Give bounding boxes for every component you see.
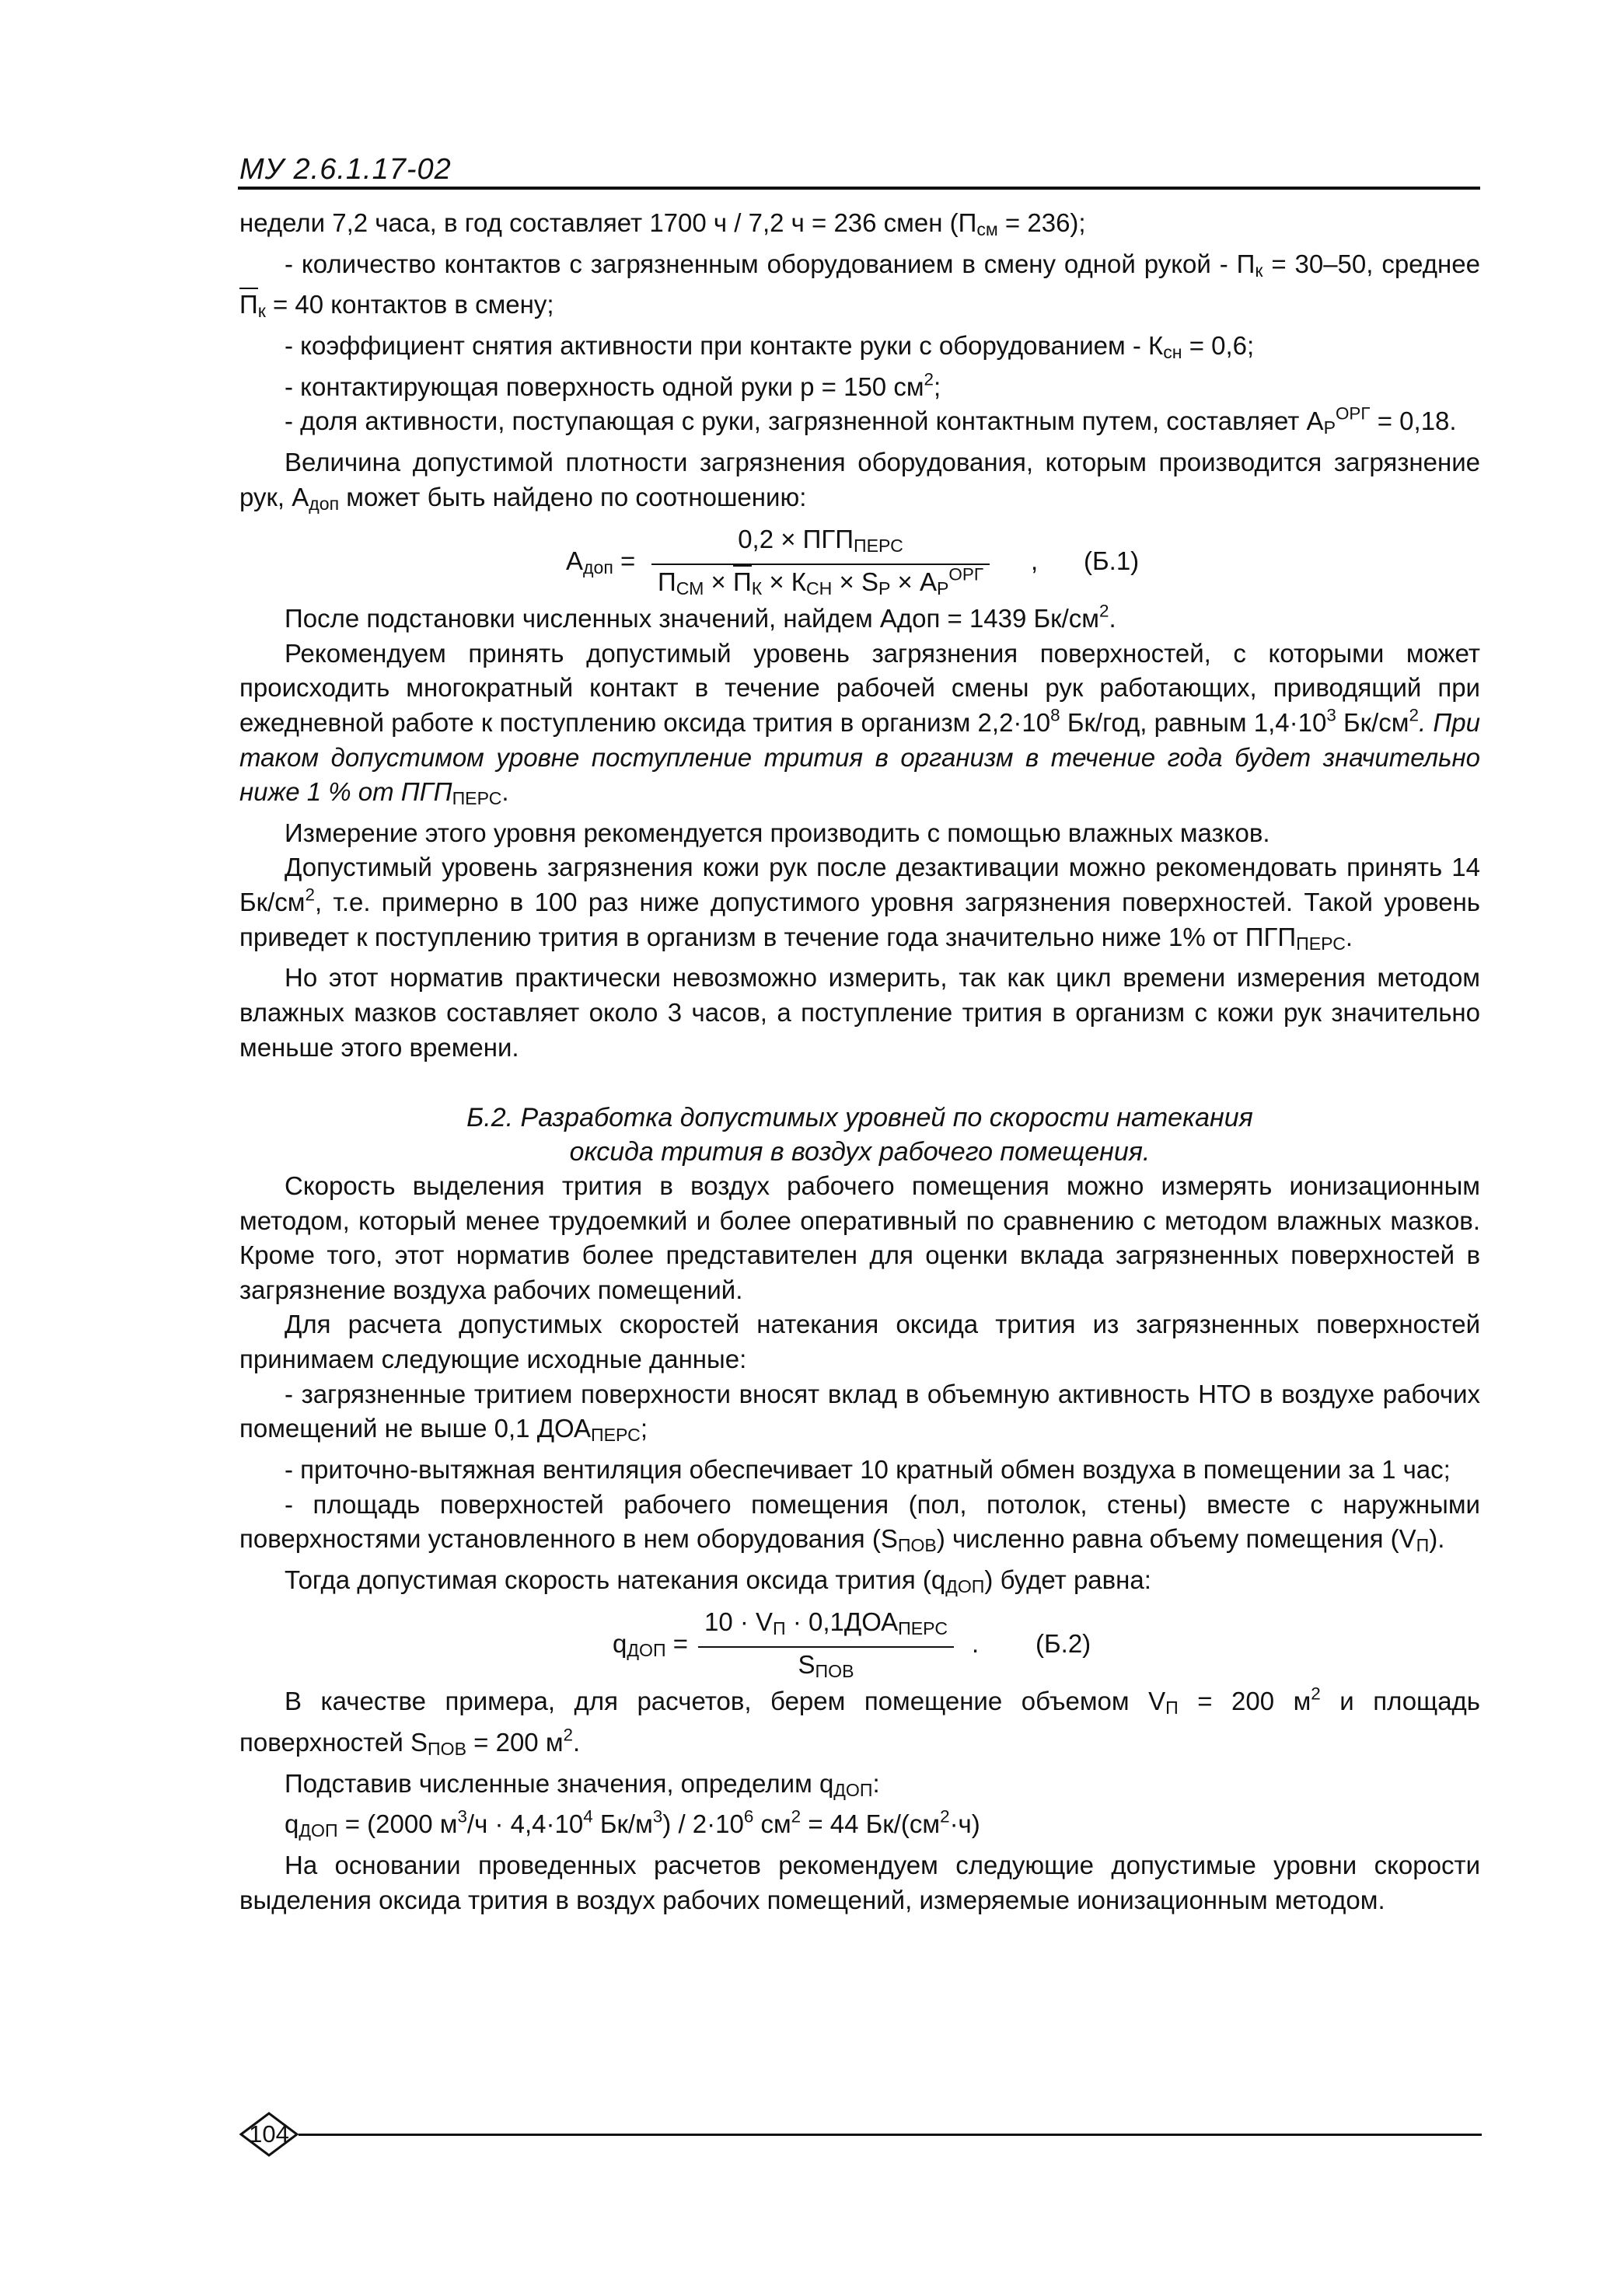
page-number: 104 (249, 2120, 289, 2148)
list-item: - количество контактов с загрязненным оборудованием в смену одной рукой - $П_к = 30-50$, среднее $П_к = 40$ контактов в смену; (239, 249, 1480, 322)
paragraph: После подстановки численных значений, найдем Адоп = 1439 $Бк/см^2$. (285, 601, 1116, 633)
paragraph: Величина допустимой плотности загрязнения оборудования, которым производится загрязнение рук, $А_{доп}$ может быть найдено по соотношению: (239, 447, 1480, 514)
header-rule (238, 187, 1480, 190)
paragraph: На основании проведенных расчетов рекомендуем следующие допустимые уровни скорости выделения оксида трития в воздух рабочих помещений, измеряемые ионизационным методом. (239, 1851, 1480, 1914)
formula-number: (Б.2) (1036, 1629, 1091, 1659)
paragraph: Но этот норматив практически невозможно измерить, так как цикл времени измерения методом влажных мазков составляет около 3 часов, а поступление трития в организм с кожи рук значительно меньше этого времени. (239, 963, 1480, 1062)
formula-lhs: $q_{ДОП}$ = (613, 1629, 689, 1661)
paragraph: Подставив численные значения, определим $q_{ДОП}$: (285, 1768, 880, 1800)
formula-b2: $q_{ДОП}$ = $10 \cdot V_П \cdot 0,1ДОА_{ПЕРС}$ $S_{ПОВ}$ . (Б.2) (239, 1605, 1480, 1681)
list-item: - контактирующая поверхность одной руки р = 150 $см^2$; (285, 369, 941, 401)
section-heading: Б.2. Разработка допустимых уровней по скорости натекания оксида трития в воздух рабочего помещения. (466, 1103, 1253, 1167)
page-number-badge (236, 2111, 302, 2158)
list-item: - приточно-вытяжная вентиляция обеспечивает 10 кратный обмен воздуха в помещении за 1 час; (285, 1454, 1451, 1484)
paragraph: Допустимый уровень загрязнения кожи рук после дезактивации можно рекомендовать принять 14 $Бк/см^2$, т.е. примерно в 100 раз ниже допустимого уровня загрязнения поверхностей. Такой уровень приведет к поступлению трития в организм в течение года значительно ниже 1% от $ПГП_{ПЕРС}$. (239, 853, 1480, 954)
paragraph: В качестве примера, для расчетов, берем помещение объемом $V_П = 200$ $м^2$ и площадь поверхностей $S_{ПОВ} = 200$ $м^2$. (239, 1684, 1480, 1760)
paragraph: Тогда допустимая скорость натекания оксида трития $(q_{ДОП})$ будет равна: (285, 1565, 1151, 1596)
list-item: - площадь поверхностей рабочего помещения (пол, потолок, стены) вместе с наружными поверхностями установленного в нем оборудования $(S_{ПОВ})$ численно равна объему помещения $(V_П)$. (239, 1489, 1480, 1556)
formula-lhs: $А_{доп}$ = (566, 546, 636, 578)
footer-rule (299, 2134, 1482, 2136)
document-code: МУ 2.6.1.17-02 (239, 153, 452, 186)
page-body (239, 206, 1480, 1917)
formula-fraction: $0,2 \times ПГП_{ПЕРС}$ $П_{СМ} \times П_К \times К_{СН} \times S_Р \times А_Р^{ОРГ}$ (651, 522, 990, 605)
formula-b1: $А_{доп}$ = $0,2 \times ПГП_{ПЕРС}$ $П_{СМ} \times П_К \times К_{СН} \times S_Р \times А_Р^{ОРГ}$ , (Б.1) (239, 522, 1480, 598)
formula-fraction: $10 \cdot V_П \cdot 0,1ДОА_{ПЕРС}$ $S_{ПОВ}$ (698, 1605, 954, 1688)
list-item: - загрязненные тритием поверхности вносят вклад в объемную активность НТО в воздухе рабочих помещений не выше 0,1 $ДОА_{ПЕРС}$; (239, 1379, 1480, 1446)
paragraph: Рекомендуем принять допустимый уровень загрязнения поверхностей, с которыми может происходить многократный контакт в течение рабочей смены рук работающих, приводящий при ежедневной работе к поступлению оксида трития в организм $2,2\cdot 10^8$ Бк/год, равным $1,4\cdot 10^3$ $Бк/см^2$. При таком допустимом уровне поступление трития в организм в течение года будет значительно ниже 1 % от $ПГП_{ПЕРС}$. (239, 638, 1480, 809)
paragraph: Скорость выделения трития в воздух рабочего помещения можно измерять ионизационным методом, который менее трудоемкий и более оперативный по сравнению с методом влажных мазков. Кроме того, этот норматив более представителен для оценки вклада загрязненных поверхностей в загрязнение воздуха рабочих помещений. (239, 1171, 1480, 1304)
paragraph: Измерение этого уровня рекомендуется производить с помощью влажных мазков. (285, 818, 1270, 847)
calculation-line: $q_{ДОП} = (2000$ $м^3/ч \cdot 4,4\cdot 10^4$ $Бк/м^3) / 2\cdot 10^6$ $см^2 = 44$ $Бк/(см^2\cdot ч)$ (285, 1807, 980, 1841)
paragraph: недели 7,2 часа, в год составляет 1700 ч / 7,2 ч = 236 смен $(П_{см} = 236)$; (239, 208, 1086, 240)
paragraph: Для расчета допустимых скоростей натекания оксида трития из загрязненных поверхностей принимаем следующие исходные данные: (239, 1310, 1480, 1374)
list-item: - коэффициент снятия активности при контакте руки с оборудованием - $К_{сн} = 0,6$; (285, 331, 1255, 363)
list-item: - доля активности, поступающая с руки, загрязненной контактным путем, составляет $А_Р^{ОРГ} = 0,18$. (285, 403, 1457, 438)
formula-number: (Б.1) (1084, 546, 1140, 576)
